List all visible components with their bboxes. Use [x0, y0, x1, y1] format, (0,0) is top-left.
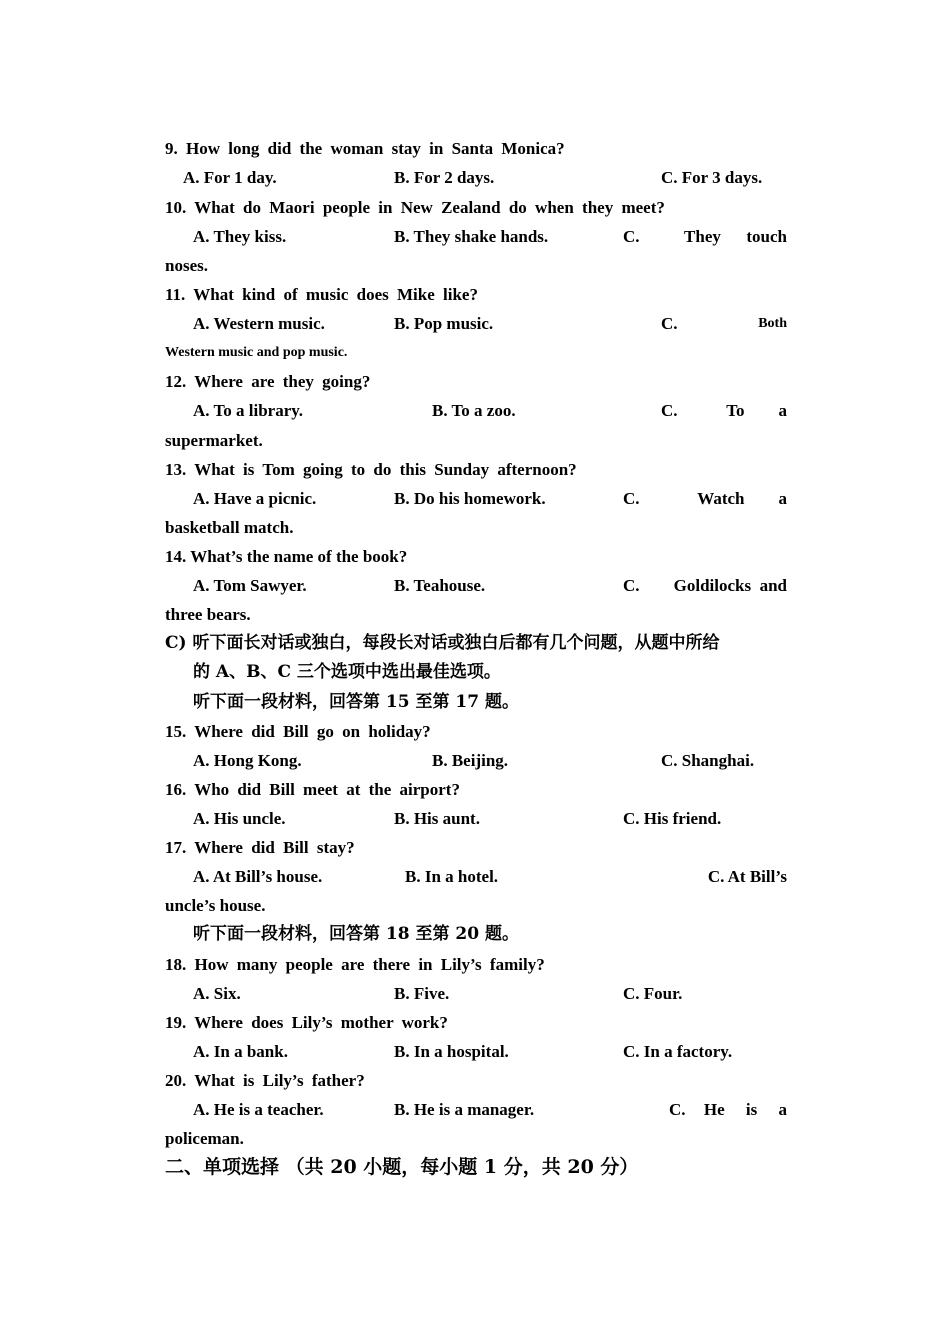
- question-text: 12. Where are they going?: [165, 372, 371, 391]
- option-a: A. Have a picnic.: [193, 489, 317, 508]
- option-c: C. For 3 days.: [661, 168, 763, 187]
- option-b: B. In a hospital.: [394, 1042, 509, 1061]
- question-text: 16. Who did Bill meet at the airport?: [165, 780, 460, 799]
- option-c-text: They touch: [684, 227, 787, 246]
- option-a: A. Six.: [193, 984, 241, 1003]
- options-11: [165, 309, 787, 338]
- option-c-continuation: basketball match.: [165, 518, 294, 537]
- question-text: 15. Where did Bill go on holiday?: [165, 722, 431, 741]
- options-14: [165, 571, 787, 600]
- option-a: A. For 1 day.: [183, 168, 277, 187]
- option-b: B. Beijing.: [432, 751, 509, 770]
- option-c-text: Watch a: [697, 489, 787, 508]
- option-b: B. Pop music.: [394, 314, 494, 333]
- option-a: A. Western music.: [193, 314, 325, 333]
- question-14: [165, 542, 787, 571]
- options-16: [165, 804, 787, 833]
- option-c-label: C.: [623, 576, 640, 595]
- option-a: A. Hong Kong.: [193, 751, 302, 770]
- option-a: A. They kiss.: [193, 227, 287, 246]
- option-a: A. He is a teacher.: [193, 1100, 324, 1119]
- option-b: B. Five.: [394, 984, 450, 1003]
- option-a: A. Tom Sawyer.: [193, 576, 307, 595]
- option-c-text: He is a: [703, 1100, 787, 1119]
- question-20: [165, 1066, 787, 1095]
- question-text: 19. Where does Lily’s mother work?: [165, 1013, 448, 1032]
- option-c: C. Four.: [623, 984, 683, 1003]
- option-a: A. At Bill’s house.: [193, 867, 323, 886]
- options-9: [165, 163, 787, 192]
- option-b: B. Teahouse.: [394, 576, 486, 595]
- question-15: [165, 717, 787, 746]
- instruction-15-17: 听下面一段材料，回答第 15 至第 17 题。: [193, 692, 519, 712]
- question-19: [165, 1008, 787, 1037]
- question-13: [165, 455, 787, 484]
- section-two-heading: 二、单项选择 （共 20 小题，每小题 1 分，共 20 分）: [165, 1156, 639, 1178]
- option-a: A. In a bank.: [193, 1042, 288, 1061]
- options-12: [165, 396, 787, 425]
- question-text: 9. How long did the woman stay in Santa Monica?: [165, 139, 565, 158]
- option-c-label: C.: [661, 401, 678, 420]
- option-c-continuation: uncle’s house.: [165, 896, 266, 915]
- option-a: A. To a library.: [193, 401, 304, 420]
- question-12: [165, 367, 787, 396]
- question-text: 17. Where did Bill stay?: [165, 838, 355, 857]
- option-b: B. They shake hands.: [394, 227, 549, 246]
- section-c-heading-cont: 的 A、B、C 三个选项中选出最佳选项。: [193, 662, 501, 682]
- options-17: [165, 862, 787, 891]
- option-b: B. Do his homework.: [394, 489, 546, 508]
- options-19: [165, 1037, 787, 1066]
- question-text: 11. What kind of music does Mike like?: [165, 285, 478, 304]
- question-10: [165, 193, 787, 222]
- option-c-continuation: three bears.: [165, 605, 251, 624]
- question-text: 20. What is Lily’s father?: [165, 1071, 365, 1090]
- option-c-text: Both: [758, 316, 787, 331]
- question-18: [165, 950, 787, 979]
- question-text: 13. What is Tom going to do this Sunday afternoon?: [165, 460, 577, 479]
- option-b: B. To a zoo.: [432, 401, 516, 420]
- question-text: 18. How many people are there in Lily’s family?: [165, 955, 545, 974]
- question-17: [165, 833, 787, 862]
- option-c: C. His friend.: [623, 809, 722, 828]
- option-b: B. In a hotel.: [405, 867, 499, 886]
- option-c-continuation: Western music and pop music.: [165, 345, 348, 360]
- option-c-text: Goldilocks and: [673, 576, 787, 595]
- option-c-continuation: supermarket.: [165, 431, 263, 450]
- option-b: B. For 2 days.: [394, 168, 495, 187]
- option-c-label: C.: [623, 489, 640, 508]
- question-16: [165, 775, 787, 804]
- option-c-continuation: noses.: [165, 256, 208, 275]
- option-c: C. In a factory.: [623, 1042, 733, 1061]
- question-text: 10. What do Maori people in New Zealand do when they meet?: [165, 198, 665, 217]
- options-20: [165, 1095, 787, 1124]
- option-c: C. Shanghai.: [661, 751, 755, 770]
- section-c-heading: C) 听下面长对话或独白，每段长对话或独白后都有几个问题，从题中所给: [165, 633, 720, 653]
- option-b: B. He is a manager.: [394, 1100, 535, 1119]
- options-10: [165, 222, 787, 251]
- options-13: [165, 484, 787, 513]
- option-c-text: To a: [726, 401, 787, 420]
- option-c-continuation: policeman.: [165, 1129, 244, 1148]
- option-b: B. His aunt.: [394, 809, 480, 828]
- question-9: [165, 134, 787, 163]
- question-11: [165, 280, 787, 309]
- option-a: A. His uncle.: [193, 809, 286, 828]
- option-c-label: C.: [669, 1100, 686, 1119]
- question-text: 14. What’s the name of the book?: [165, 547, 408, 566]
- instruction-18-20: 听下面一段材料，回答第 18 至第 20 题。: [193, 924, 519, 944]
- option-c: C. At Bill’s: [707, 867, 787, 886]
- option-c-label: C.: [661, 314, 678, 333]
- options-15: [165, 746, 787, 775]
- option-c-label: C.: [623, 227, 640, 246]
- options-18: [165, 979, 787, 1008]
